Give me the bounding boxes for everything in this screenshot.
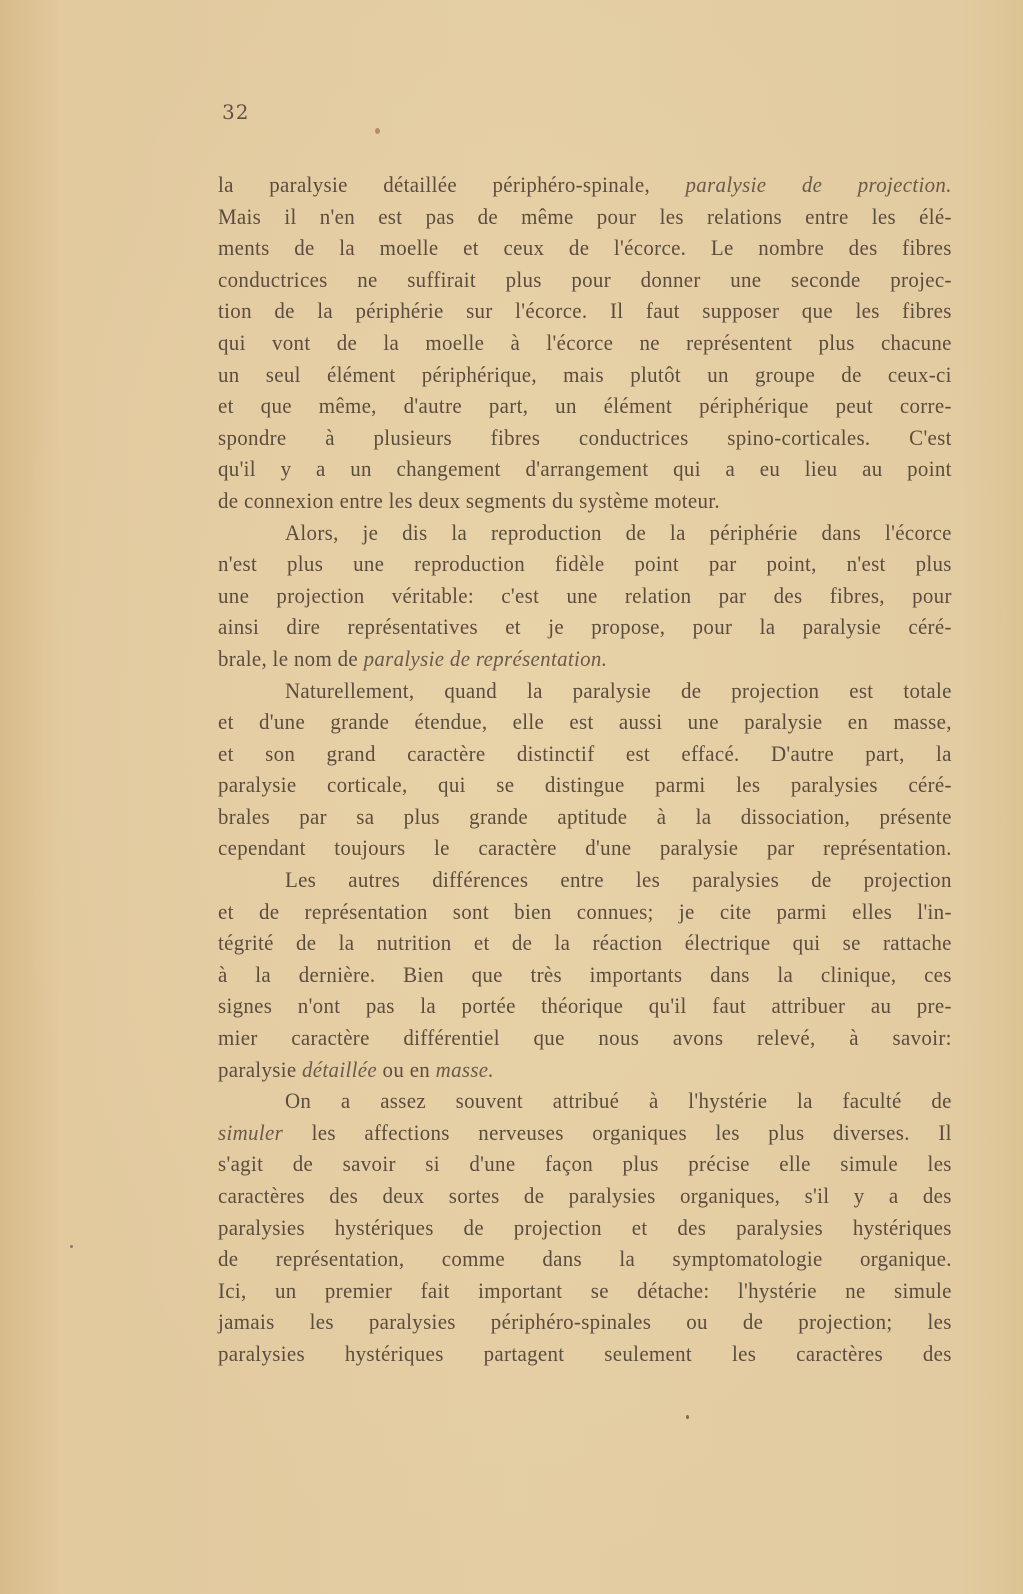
text-line <box>218 485 952 517</box>
italic-text: simuler <box>218 1119 284 1145</box>
text-line <box>218 706 952 738</box>
text-line <box>218 1212 952 1244</box>
text-line <box>218 169 952 201</box>
text-segment: qui vont de la moelle à l'écorce ne représentent plus chacune <box>218 329 952 355</box>
text-segment: mier caractère différentiel que nous avons relevé, à savoir: <box>218 1025 952 1051</box>
text-line <box>218 422 952 454</box>
text-segment: ainsi dire représentatives et je propose, pour la paralysie céré- <box>218 614 952 640</box>
text-line <box>218 1275 952 1307</box>
text-segment: et d'une grande étendue, elle est aussi une paralysie en masse, <box>218 709 952 735</box>
text-segment: conductrices ne suffirait plus pour donner une seconde projec- <box>218 266 952 292</box>
text-segment: une projection véritable: c'est une relation par des fibres, pour <box>218 582 952 608</box>
italic-text: paralysie de projection. <box>685 172 952 197</box>
text-line <box>218 1180 952 1212</box>
ink-speck <box>686 1415 689 1419</box>
text-segment: et que même, d'autre part, un élément périphérique peut corre- <box>218 393 952 419</box>
text-line <box>218 201 952 233</box>
text-segment: cependant toujours le caractère d'une paralysie par représentation. <box>218 835 952 861</box>
text-segment: paralysies hystériques partagent seulement les caractères des <box>218 1340 952 1366</box>
text-line <box>218 738 952 770</box>
text-line <box>218 517 952 549</box>
text-line <box>218 580 952 612</box>
text-line <box>218 359 952 391</box>
text-line <box>218 1117 952 1149</box>
body-text <box>218 169 952 1370</box>
text-line <box>218 896 952 928</box>
text-line <box>218 1148 952 1180</box>
text-line <box>218 832 952 864</box>
text-line <box>218 453 952 485</box>
italic-text: paralysie de représentation. <box>363 645 608 671</box>
ink-speck <box>70 1245 73 1248</box>
text-line <box>218 232 952 264</box>
italic-text: détaillée <box>302 1056 378 1082</box>
text-line <box>218 864 952 896</box>
page-number: 32 <box>222 100 250 124</box>
text-segment: ou en <box>377 1056 436 1082</box>
text-line <box>218 927 952 959</box>
italic-text: masse. <box>435 1056 494 1082</box>
text-segment: brale, le nom de <box>218 645 364 671</box>
text-segment: et son grand caractère distinctif est effacé. D'autre part, la <box>218 740 952 766</box>
text-line <box>218 801 952 833</box>
text-segment: tion de la périphérie sur l'écorce. Il faut supposer que les fibres <box>218 298 952 324</box>
text-segment: jamais les paralysies périphéro-spinales ou de projection; les <box>218 1309 952 1335</box>
text-segment: un seul élément périphérique, mais plutôt un groupe de ceux-ci <box>218 361 952 387</box>
text-line <box>218 643 952 675</box>
text-segment: paralysie corticale, qui se distingue parmi les paralysies céré- <box>218 772 952 798</box>
text-line <box>218 990 952 1022</box>
text-line <box>218 675 952 707</box>
text-segment: Ici, un premier fait important se détache: l'hystérie ne simule <box>218 1277 952 1303</box>
text-line <box>218 611 952 643</box>
text-segment: signes n'ont pas la portée théorique qu'il faut attribuer au pre- <box>218 993 952 1019</box>
text-line <box>218 769 952 801</box>
text-segment: s'agit de savoir si d'une façon plus précise elle simule les <box>218 1151 952 1177</box>
text-segment: spondre à plusieurs fibres conductrices spino-corticales. C'est <box>218 424 952 450</box>
text-line <box>218 548 952 580</box>
text-segment: paralysies hystériques de projection et des paralysies hystériques <box>218 1214 952 1240</box>
text-segment: ments de la moelle et ceux de l'écorce. Le nombre des fibres <box>218 235 952 261</box>
text-segment: et de représentation sont bien connues; je cite parmi elles l'in- <box>218 898 952 924</box>
text-line <box>218 390 952 422</box>
text-segment: Alors, je dis la reproduction de la périphérie dans l'écorce <box>284 519 952 545</box>
text-line <box>218 1054 952 1086</box>
text-segment: Les autres différences entre les paralysies de projection <box>284 867 952 893</box>
text-segment: tégrité de la nutrition et de la réaction électrique qui se rattache <box>218 930 952 956</box>
text-line <box>218 1243 952 1275</box>
text-line <box>218 1022 952 1054</box>
text-segment: Mais il n'en est pas de même pour les relations entre les élé- <box>218 203 952 229</box>
text-segment: à la dernière. Bien que très importants dans la clinique, ces <box>218 961 952 987</box>
text-segment: brales par sa plus grande aptitude à la dissociation, présente <box>218 803 952 829</box>
text-segment: On a assez souvent attribué à l'hystérie la faculté de <box>284 1088 952 1114</box>
text-segment: de représentation, comme dans la symptomatologie organique. <box>218 1246 952 1272</box>
text-segment: la paralysie détaillée périphéro-spinale, <box>218 172 686 197</box>
text-line <box>218 1338 952 1370</box>
text-line <box>218 959 952 991</box>
text-line <box>218 1085 952 1117</box>
text-line <box>218 327 952 359</box>
text-line <box>218 295 952 327</box>
ink-speck <box>375 128 380 134</box>
text-segment: les affections nerveuses organiques les plus diverses. Il <box>283 1119 952 1145</box>
text-segment: caractères des deux sortes de paralysies organiques, s'il y a des <box>218 1183 952 1208</box>
text-line <box>218 264 952 296</box>
text-segment: de connexion entre les deux segments du système moteur. <box>218 487 720 513</box>
text-segment: n'est plus une reproduction fidèle point par point, n'est plus <box>218 551 952 577</box>
text-line <box>218 1306 952 1338</box>
text-segment: qu'il y a un changement d'arrangement qui a eu lieu au point <box>218 456 952 482</box>
text-segment: Naturellement, quand la paralysie de projection est totale <box>284 677 952 703</box>
text-segment: paralysie <box>218 1056 303 1082</box>
